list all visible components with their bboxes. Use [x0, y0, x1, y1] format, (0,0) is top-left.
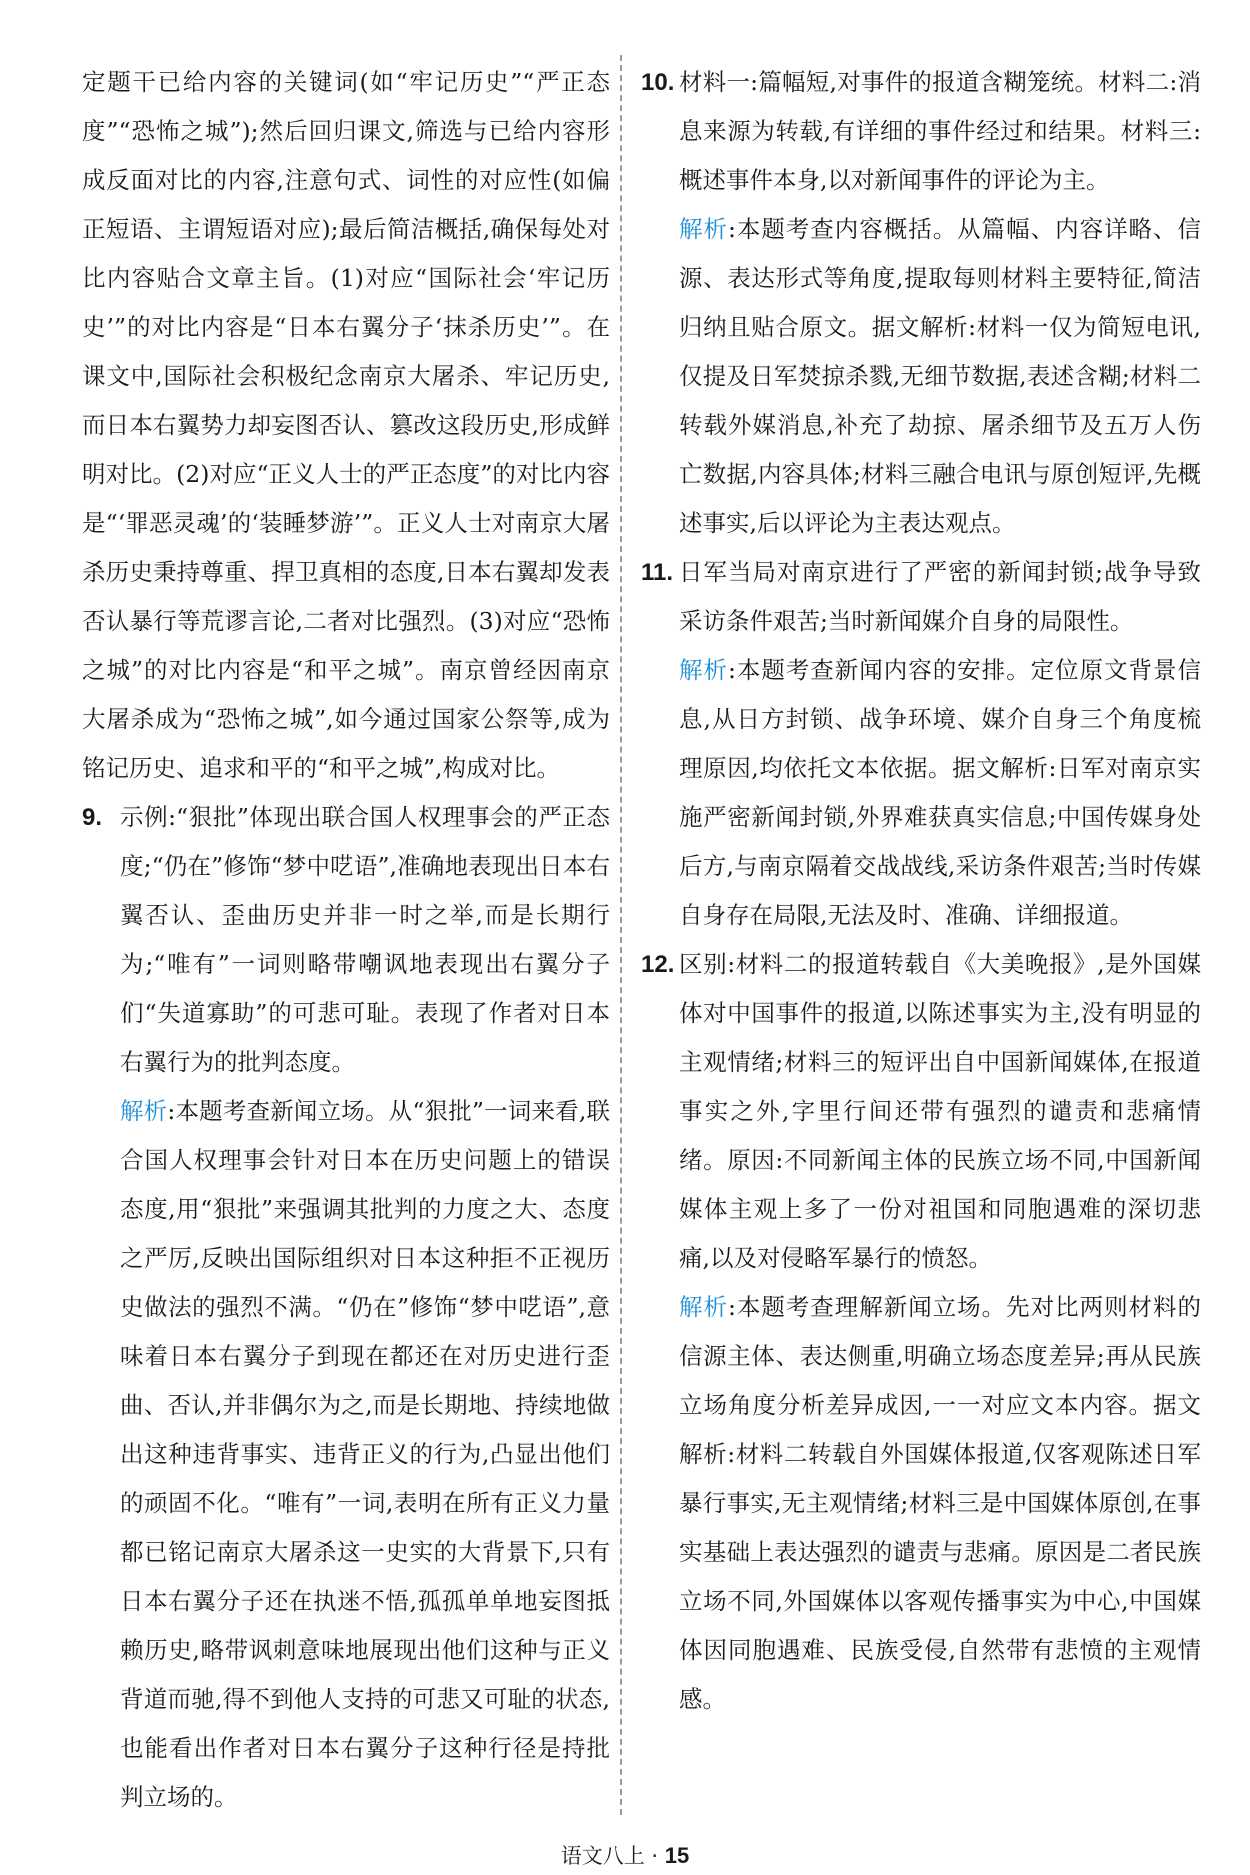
q12-analysis-tag: 解析: [679, 1293, 728, 1321]
q10-answer: 材料一:篇幅短,对事件的报道含糊笼统。材料二:消息来源为转载,有详细的事件经过和结果。材料三:概述事件本身,以对新闻事件的评论为主。: [679, 68, 1201, 194]
q12-answer: 区别:材料二的报道转载自《大美晚报》,是外国媒体对中国事件的报道,以陈述事实为主,没有明显的主观情绪;材料三的短评出自中国新闻媒体,在报道事实之外,字里行间还带有强烈的谴责和悲痛情绪。原因:不同新闻主体的民族立场不同,中国新闻媒体主观上多了一份对祖国和同胞遇难的深切悲痛,以及对侵略军暴行的愤怒。: [679, 950, 1201, 1272]
q9-item: [82, 793, 610, 1087]
q10-analysis-tag: 解析: [679, 215, 728, 243]
page-footer: [0, 1840, 1250, 1870]
column-divider: [620, 55, 622, 1815]
q8-answer-continuation: 定题干已给内容的关键词(如“牢记历史”“严正态度”“恐怖之城”);然后回归课文,筛选与已给内容形成反面对比的内容,注意句式、词性的对应性(如偏正短语、主谓短语对应);最后简洁概括,确保每处对比内容贴合文章主旨。(1)对应“国际社会‘牢记历史’”的对比内容是“日本右翼分子‘抹杀历史’”。在课文中,国际社会积极纪念南京大屠杀、牢记历史,而日本右翼势力却妄图否认、篡改这段历史,形成鲜明对比。(2)对应“正义人士的严正态度”的对比内容是“‘罪恶灵魂’的‘装睡梦游’”。正义人士对南京大屠杀历史秉持尊重、捍卫真相的态度,日本右翼却发表否认暴行等荒谬言论,二者对比强烈。(3)对应“恐怖之城”的对比内容是“和平之城”。南京曾经因南京大屠杀成为“恐怖之城”,如今通过国家公祭等,成为铭记历史、追求和平的“和平之城”,构成对比。: [82, 68, 610, 782]
q12-analysis: [641, 1283, 1201, 1724]
q11-number: 11.: [641, 559, 674, 586]
q9-analysis-text: :本题考查新闻立场。从“狠批”一词来看,联合国人权理事会针对日本在历史问题上的错误态度,用“狠批”来强调其批判的力度之大、态度之严厉,反映出国际组织对日本这种拒不正视历史做法的强烈不满。“仍在”修饰“梦中呓语”,意味着日本右翼分子到现在都还在对历史进行歪曲、否认,并非偶尔为之,而是长期地、持续地做出这种违背事实、违背正义的行为,凸显出他们的顽固不化。“唯有”一词,表明在所有正义力量都已铭记南京大屠杀这一史实的大背景下,只有日本右翼分子还在执迷不悟,孤孤单单地妄图抵赖历史,略带讽刺意味地展现出他们这种与正义背道而驰,得不到他人支持的可悲又可耻的状态,也能看出作者对日本右翼分子这种行径是持批判立场的。: [120, 1097, 610, 1811]
right-column: [641, 58, 1201, 1724]
q11-analysis-tag: 解析: [679, 656, 728, 684]
q12-item: [641, 940, 1201, 1283]
q10-analysis-text: :本题考查内容概括。从篇幅、内容详略、信源、表达形式等角度,提取每则材料主要特征,简洁归纳且贴合原文。据文解析:材料一仅为简短电讯,仅提及日军焚掠杀戮,无细节数据,表述含糊;材料二转载外媒消息,补充了劫掠、屠杀细节及五万人伤亡数据,内容具体;材料三融合电讯与原创短评,先概述事实,后以评论为主表达观点。: [679, 215, 1202, 537]
footer-book-title: 语文八上: [560, 1844, 645, 1868]
q11-analysis-text: :本题考查新闻内容的安排。定位原文背景信息,从日方封锁、战争环境、媒介自身三个角度梳理原因,均依托文本依据。据文解析:日军对南京实施严密新闻封锁,外界难获真实信息;中国传媒身处后方,与南京隔着交战战线,采访条件艰苦;当时传媒自身存在局限,无法及时、准确、详细报道。: [679, 656, 1202, 929]
q10-item: [641, 58, 1201, 205]
q10-number: 10.: [641, 69, 675, 96]
page-number: 15: [664, 1843, 690, 1868]
q9-number: 9.: [82, 804, 103, 831]
q11-item: [641, 548, 1201, 646]
left-column: [82, 58, 610, 1822]
q10-analysis: [641, 205, 1201, 548]
q12-analysis-text: :本题考查理解新闻立场。先对比两则材料的信源主体、表达侧重,明确立场态度差异;再从民族立场角度分析差异成因,一一对应文本内容。据文解析:材料二转载自外国媒体报道,仅客观陈述日军暴行事实,无主观情绪;材料三是中国媒体原创,在事实基础上表达强烈的谴责与悲痛。原因是二者民族立场不同,外国媒体以客观传播事实为中心,中国媒体因同胞遇难、民族受侵,自然带有悲愤的主观情感。: [679, 1293, 1202, 1713]
q12-number: 12.: [641, 951, 675, 978]
q9-answer: 示例:“狠批”体现出联合国人权理事会的严正态度;“仍在”修饰“梦中呓语”,准确地表现出日本右翼否认、歪曲历史并非一时之举,而是长期行为;“唯有”一词则略带嘲讽地表现出右翼分子们“失道寡助”的可悲可耻。表现了作者对日本右翼行为的批判态度。: [120, 803, 610, 1076]
footer-separator: ·: [644, 1844, 665, 1868]
q9-analysis: [82, 1087, 610, 1822]
q11-analysis: [641, 646, 1201, 940]
q11-answer: 日军当局对南京进行了严密的新闻封锁;战争导致采访条件艰苦;当时新闻媒介自身的局限性。: [679, 558, 1201, 635]
q9-analysis-tag: 解析: [120, 1097, 168, 1125]
